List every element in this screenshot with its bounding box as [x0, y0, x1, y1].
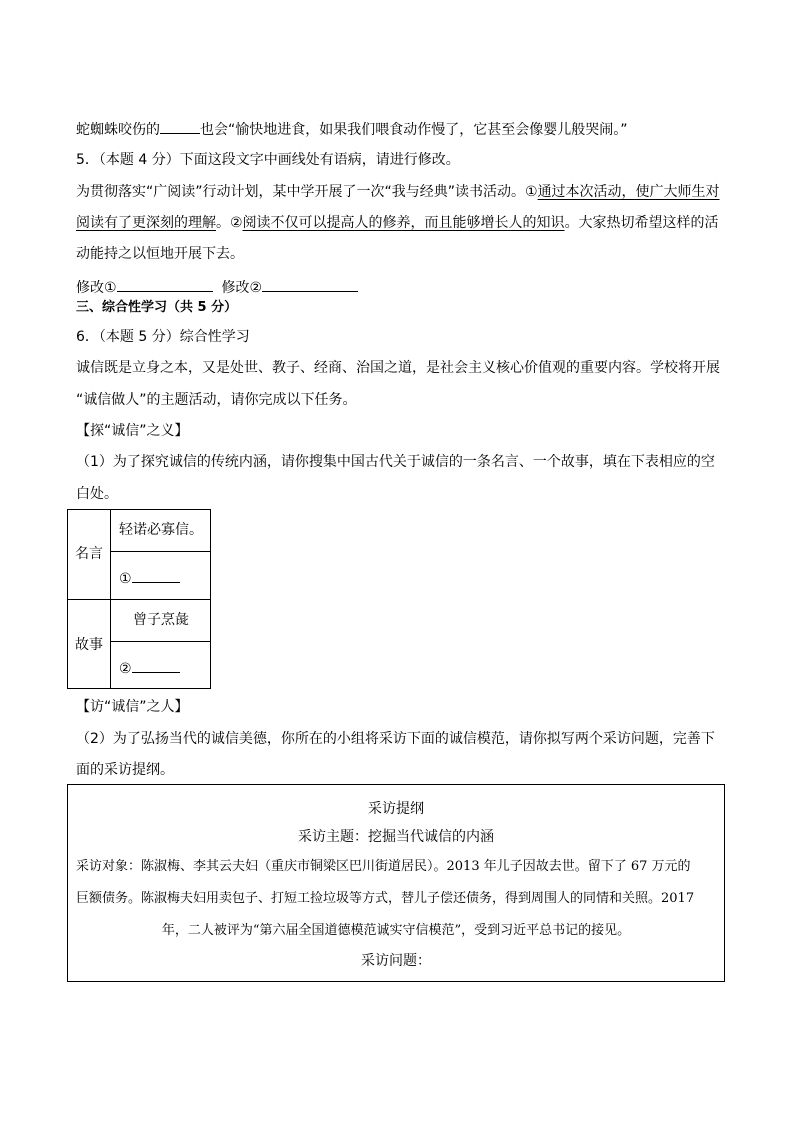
answer-blank[interactable]	[160, 118, 200, 134]
fix-1-label: 修改①	[76, 280, 117, 296]
outline-subject-2: 巨额债务。陈淑梅夫妇用卖包子、打短工捡垃圾等方式，替儿子偿还债务，得到周围人的同情和关照。2017	[76, 891, 695, 906]
underlined-sentence-1-cont: 阅读有了更深刻的理解	[76, 215, 216, 231]
question-5: 5．（本题 4 分）下面这段文字中画线处有语病，请进行修改。	[76, 152, 460, 168]
passage-line-3: 动能持之以恒地开展下去。	[76, 246, 244, 262]
underlined-sentence-1: 通过本次活动，使广大师生对	[537, 184, 720, 200]
fix-2-blank[interactable]	[262, 276, 358, 292]
passage-text: 为贯彻落实“广阅读”行动计划，某中学开展了一次“我与经典”读书活动。①	[76, 184, 538, 200]
quote-given: 轻诺必寡信。	[119, 522, 203, 538]
fix-2-label: 修改②	[221, 280, 263, 296]
q6-paragraph-1: 诚信既是立身之本，又是处世、教子、经商、治国之道，是社会主义核心价值观的重要内容。学校将开展	[76, 360, 720, 376]
story-blank-number: ②	[119, 661, 132, 677]
quote-blank-number: ①	[119, 571, 132, 587]
quote-blank[interactable]	[119, 567, 180, 589]
outline-title: 采访提纲	[368, 801, 424, 817]
sub-question-2-cont: 面的采访提纲。	[76, 762, 174, 778]
outline-questions-label: 采访问题：	[361, 953, 431, 969]
visit-heading: 【访“诚信”之人】	[76, 699, 189, 715]
outline-theme: 采访主题：挖掘当代诚信的内涵	[298, 829, 494, 845]
sub-question-1: （1）为了探究诚信的传统内涵，请你搜集中国古代关于诚信的一条名言、一个故事，填在下表相应的空	[76, 454, 715, 470]
fix-line	[76, 276, 358, 298]
story-answer-line[interactable]	[132, 657, 180, 673]
story-blank[interactable]	[119, 657, 180, 679]
fix-1-blank[interactable]	[117, 276, 213, 292]
underlined-sentence-2: 阅读不仅可以提高人的修养，而且能够增长人的知识	[242, 215, 565, 231]
question-6: 6．（本题 5 分）综合性学习	[76, 329, 250, 345]
passage-line-1	[76, 182, 720, 202]
explore-heading: 【探“诚信”之义】	[76, 423, 189, 439]
story-given: 曾子烹彘	[133, 612, 189, 628]
interview-outline-box	[67, 784, 725, 982]
line-1	[76, 118, 628, 140]
row-label-quote: 名言	[75, 546, 103, 562]
passage-text: 。大家热切希望这样的活	[564, 215, 719, 231]
passage-text: 。②	[216, 215, 243, 231]
outline-subject-1: 采访对象：陈淑梅、李其云夫妇（重庆市铜梁区巴川街道居民）。2013 年儿子因故去世。留下了 67 万元的	[76, 859, 691, 874]
sub-question-2: （2）为了弘扬当代的诚信美德，你所在的小组将采访下面的诚信模范，请你拟写两个采访问题，完善下	[76, 731, 715, 747]
line-1-end: 也会“愉快地进食，如果我们喂食动作慢了，它甚至会像婴儿般哭闹。”	[200, 122, 628, 138]
sub-question-1-cont: 白处。	[76, 486, 118, 502]
row-label-story: 故事	[75, 637, 103, 653]
section-3-heading: 三、综合性学习（共 5 分）	[76, 300, 238, 315]
line-1-start: 蛇蜘蛛咬伤的	[76, 122, 160, 138]
passage-line-2	[76, 213, 719, 233]
quote-answer-line[interactable]	[132, 567, 180, 583]
outline-subject-3: 年，二人被评为“第六届全国道德模范诚实守信模范”，受到习近平总书记的接见。	[161, 923, 631, 938]
integrity-table	[67, 509, 211, 689]
q6-paragraph-2: “诚信做人”的主题活动，请你完成以下任务。	[76, 392, 357, 408]
